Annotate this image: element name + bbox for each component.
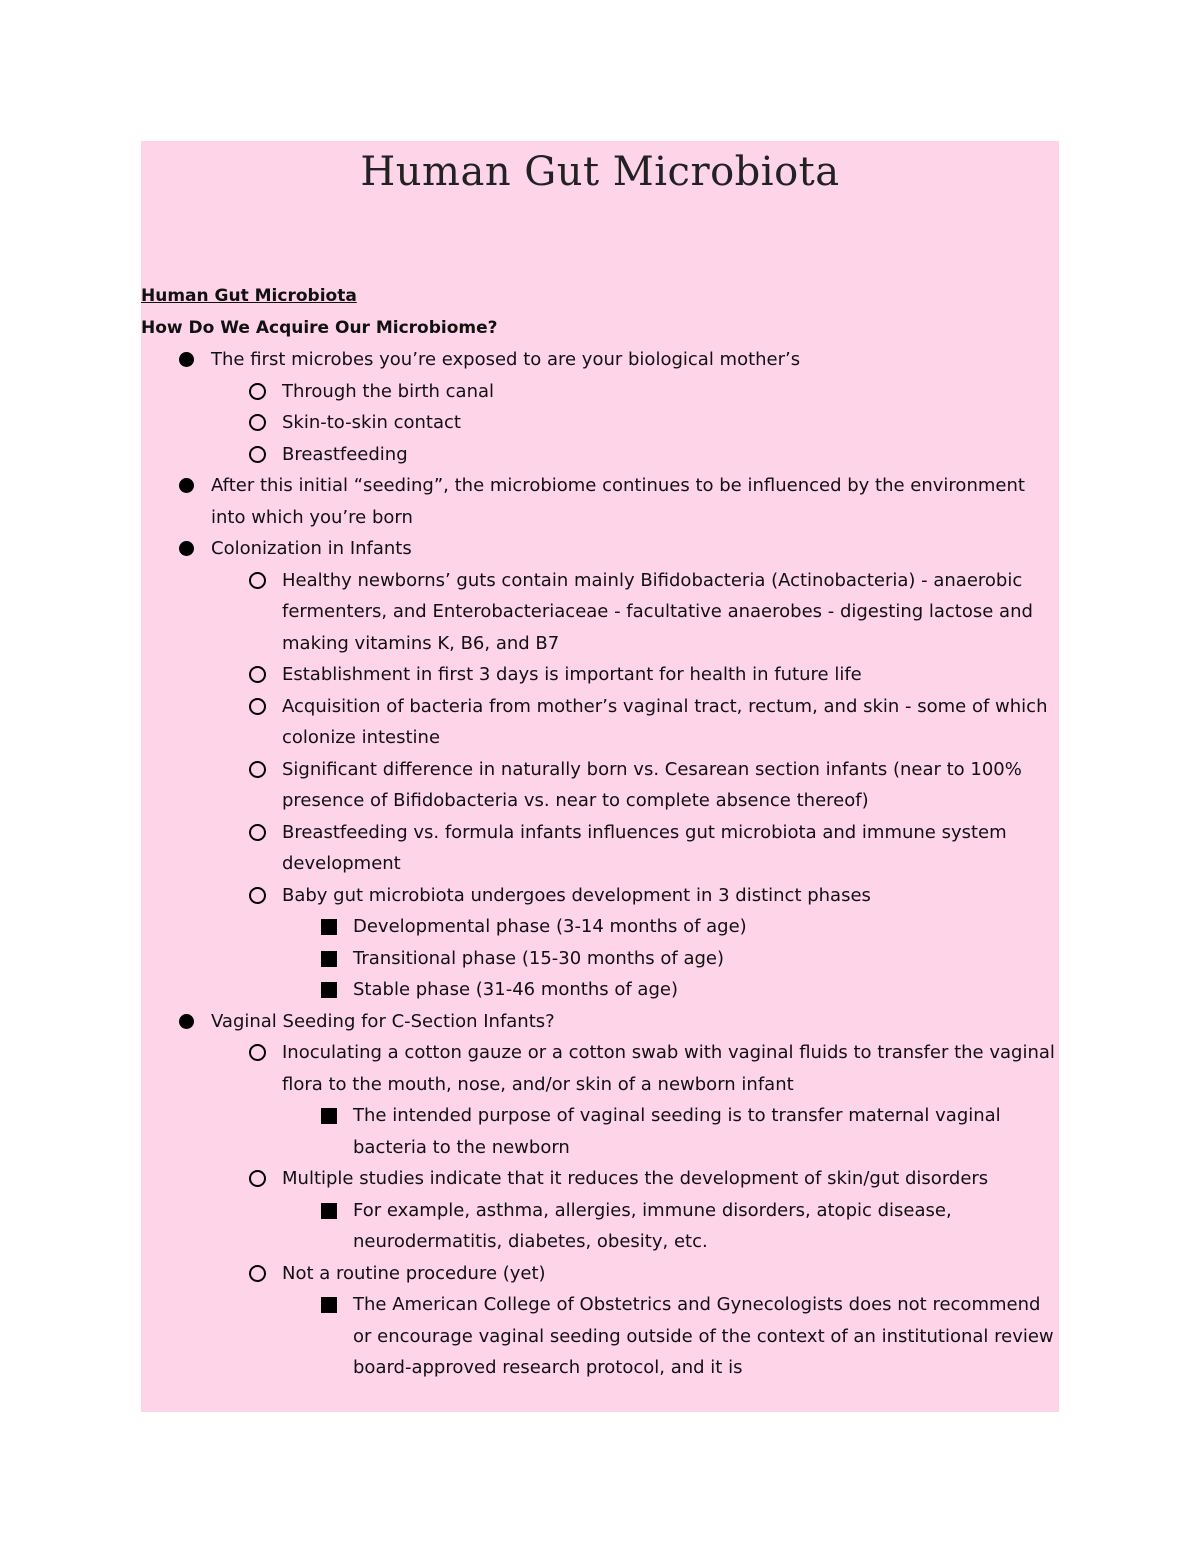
document-title: Human Gut Microbiota xyxy=(360,149,840,195)
list-item xyxy=(141,754,1059,817)
list-item xyxy=(141,974,1059,1006)
list-item-text: Colonization in Infants xyxy=(211,538,412,559)
list-item xyxy=(141,1258,1059,1290)
list-item-text: After this initial “seeding”, the microbiome continues to be influenced by the environment into which you’re born xyxy=(211,475,1025,528)
list-item xyxy=(141,439,1059,471)
list-item xyxy=(141,1289,1059,1384)
list-item xyxy=(141,1195,1059,1258)
list-item xyxy=(141,1037,1059,1100)
list-item-text: Baby gut microbiota undergoes development in 3 distinct phases xyxy=(282,884,871,906)
list-item-text: Stable phase (31-46 months of age) xyxy=(353,979,678,1000)
bullet-circle-icon xyxy=(249,761,266,778)
bullet-square-icon xyxy=(321,951,337,967)
list-item-text: Establishment in first 3 days is important for health in future life xyxy=(282,664,862,685)
list-item xyxy=(141,943,1059,975)
bullet-disc-icon xyxy=(179,1014,194,1029)
list-item-text: Developmental phase (3-14 months of age) xyxy=(353,916,747,937)
bullet-circle-icon xyxy=(249,666,266,683)
list-item-text: Transitional phase (15-30 months of age) xyxy=(353,947,725,969)
bullet-square-icon xyxy=(321,919,337,935)
list-item xyxy=(141,470,1059,533)
list-item-text: Vaginal Seeding for C-Section Infants? xyxy=(211,1010,555,1032)
document-page xyxy=(141,141,1059,1412)
bullet-square-icon xyxy=(321,1203,337,1219)
bullet-disc-icon xyxy=(179,541,194,556)
bullet-circle-icon xyxy=(249,698,266,715)
bullet-square-icon xyxy=(321,982,337,998)
list-item xyxy=(141,565,1059,660)
list-item-text: Skin-to-skin contact xyxy=(282,412,461,433)
bullet-square-icon xyxy=(321,1297,337,1313)
sub-heading: How Do We Acquire Our Microbiome? xyxy=(141,317,498,338)
bullet-circle-icon xyxy=(249,446,266,463)
list-item-text: For example, asthma, allergies, immune disorders, atopic disease, neurodermatitis, diabetes, obesity, etc. xyxy=(353,1199,952,1252)
list-item xyxy=(141,344,1059,376)
bullet-circle-icon xyxy=(249,887,266,904)
list-item-text: Healthy newborns’ guts contain mainly Bifidobacteria (Actinobacteria) - anaerobic fermenters, and Enterobacteriaceae - facultative anaerobes - digesting lactose and making vitamins K, B6, and B7 xyxy=(282,569,1033,654)
list-item-text: Multiple studies indicate that it reduces the development of skin/gut disorders xyxy=(282,1168,989,1189)
list-item-text: Significant difference in naturally born vs. Cesarean section infants (near to 100% presence of Bifidobacteria vs. near to complete absence thereof) xyxy=(282,758,1022,811)
list-item-text: Through the birth canal xyxy=(282,380,495,402)
bullet-disc-icon xyxy=(179,478,194,493)
list-item xyxy=(141,911,1059,943)
bullet-disc-icon xyxy=(179,352,194,367)
list-item xyxy=(141,407,1059,439)
list-item-text: The American College of Obstetrics and Gynecologists does not recommend or encourage vaginal seeding outside of the context of an institutional review board-approved research protocol, and it is xyxy=(353,1294,1054,1378)
bullet-circle-icon xyxy=(249,414,266,431)
list-item xyxy=(141,376,1059,408)
list-item-text: Breastfeeding xyxy=(282,443,408,465)
bullet-circle-icon xyxy=(249,572,266,589)
bullet-circle-icon xyxy=(249,1265,266,1282)
list-item-text: Breastfeeding vs. formula infants influences gut microbiota and immune system development xyxy=(282,821,1007,874)
bullet-circle-icon xyxy=(249,383,266,400)
list-item-text: The intended purpose of vaginal seeding is to transfer maternal vaginal bacteria to the newborn xyxy=(353,1105,1001,1158)
bullet-square-icon xyxy=(321,1108,337,1124)
document-body xyxy=(141,281,1059,1384)
section-heading: Human Gut Microbiota xyxy=(141,286,357,306)
list-item-text: The first microbes you’re exposed to are your biological mother’s xyxy=(211,349,801,370)
bullet-circle-icon xyxy=(249,1044,266,1061)
list-item xyxy=(141,1006,1059,1038)
bullet-circle-icon xyxy=(249,1170,266,1187)
bullet-outline xyxy=(141,344,1059,1384)
list-item-text: Inoculating a cotton gauze or a cotton swab with vaginal fluids to transfer the vaginal flora to the mouth, nose, and/or skin of a newborn infant xyxy=(282,1042,1055,1095)
list-item xyxy=(141,691,1059,754)
list-item xyxy=(141,533,1059,565)
list-item xyxy=(141,659,1059,691)
list-item xyxy=(141,1163,1059,1195)
bullet-circle-icon xyxy=(249,824,266,841)
list-item-text: Not a routine procedure (yet) xyxy=(282,1262,546,1284)
list-item-text: Acquisition of bacteria from mother’s vaginal tract, rectum, and skin - some of which colonize intestine xyxy=(282,695,1048,748)
list-item xyxy=(141,880,1059,912)
list-item xyxy=(141,817,1059,880)
list-item xyxy=(141,1100,1059,1163)
